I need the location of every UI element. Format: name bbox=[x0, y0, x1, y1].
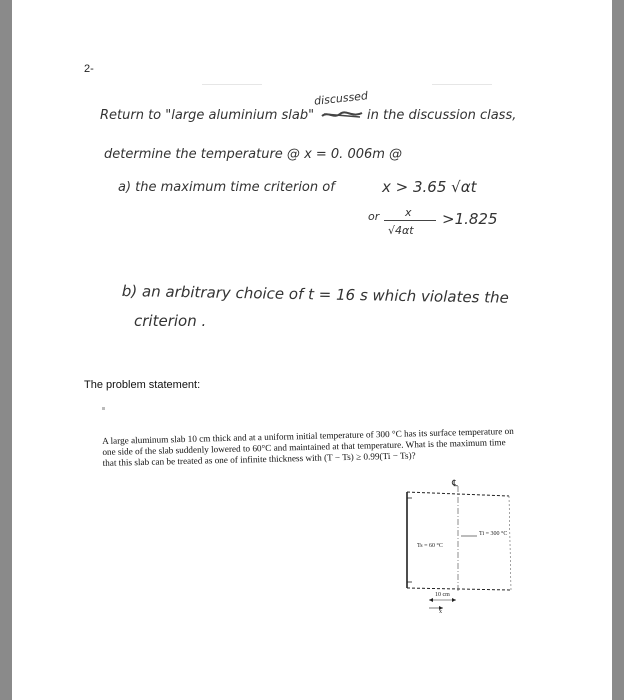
document-page bbox=[12, 0, 612, 700]
handwritten-line-1-end: in the discussion class, bbox=[367, 108, 517, 123]
handwritten-line-2: determine the temperature @ x = 0. 006m @ bbox=[104, 147, 403, 162]
handwritten-criterion-inequality: x > 3.65 √αt bbox=[382, 178, 477, 196]
scribbled-out-word bbox=[320, 106, 364, 118]
faint-rule-right bbox=[432, 84, 492, 85]
fraction-bar bbox=[384, 220, 436, 221]
handwritten-insert: discussed bbox=[313, 89, 369, 108]
thickness-label: 10 cm bbox=[435, 592, 450, 598]
speck bbox=[102, 407, 105, 410]
surface-temperature-label: Ts = 60 °C bbox=[417, 543, 443, 549]
handwritten-or: or bbox=[368, 210, 380, 223]
problem-statement-text: A large aluminum slab 10 cm thick and at a uniform initial temperature of 300 °C has its surface temperature on one side of the slab suddenly lowered to 60°C and maintained at that temperature. What is the maximum time that this slab can be treated as one of infinite thickness with (T − Ts) ≥ 0.99(Ti − Ts)? bbox=[102, 425, 514, 468]
x-axis-label: x bbox=[439, 609, 442, 615]
handwritten-fraction-numerator: x bbox=[405, 206, 412, 219]
handwritten-criterion-a: a) the maximum time criterion of bbox=[118, 180, 335, 195]
handwritten-line-1: Return to "large aluminium slab" bbox=[100, 108, 315, 123]
problem-number: 2- bbox=[84, 63, 94, 75]
handwritten-line-b: b) an arbitrary choice of t = 16 s which violates the bbox=[121, 282, 510, 307]
handwritten-line-b-end: criterion . bbox=[134, 312, 207, 330]
centerline-symbol: ℄ bbox=[452, 478, 458, 488]
handwritten-fraction-rhs: >1.825 bbox=[442, 210, 498, 228]
handwritten-fraction-denominator: √4αt bbox=[388, 224, 414, 237]
faint-rule-left bbox=[202, 84, 262, 85]
initial-temperature-label: Ti = 300 °C bbox=[479, 531, 508, 537]
statement-heading: The problem statement: bbox=[84, 379, 201, 391]
slab-figure bbox=[397, 470, 527, 620]
